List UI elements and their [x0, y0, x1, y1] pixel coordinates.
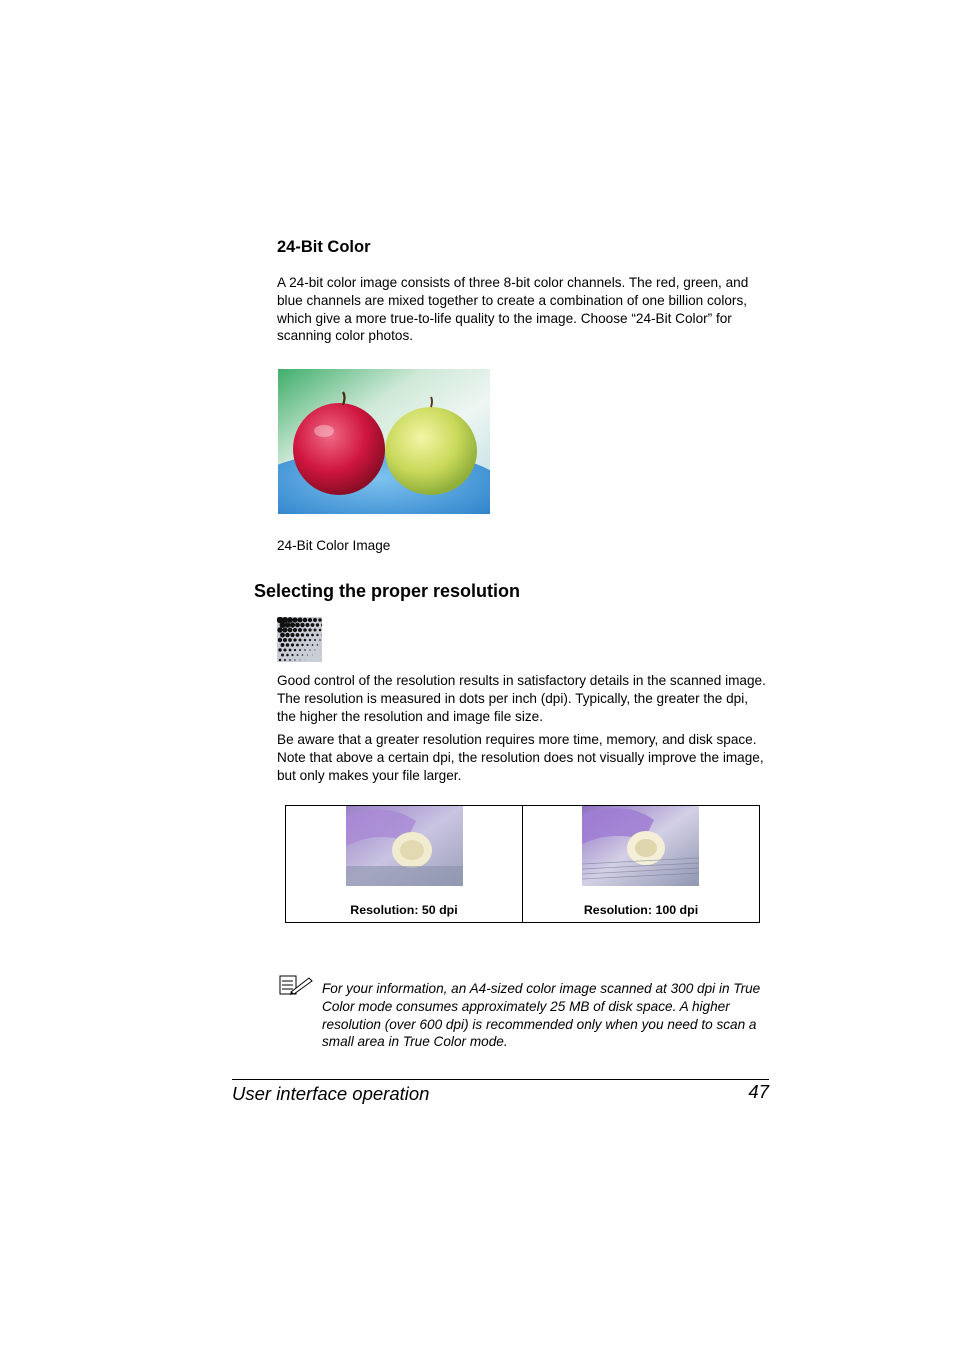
page-number: 47: [748, 1081, 769, 1102]
resolution-label-100: Resolution: 100 dpi: [583, 903, 699, 917]
note-pen-icon: [279, 975, 313, 995]
footer-title: User interface operation: [232, 1083, 430, 1104]
resolution-label-50: Resolution: 50 dpi: [350, 903, 458, 917]
section-heading-24bit: 24-Bit Color: [277, 238, 371, 256]
rose-image-100dpi: [582, 806, 699, 886]
apples-photo: [278, 369, 490, 514]
halftone-icon: [277, 617, 322, 662]
resolution-cell-100: [523, 806, 760, 923]
resolution-comparison-table: [285, 805, 760, 923]
resolution-cell-50: [286, 806, 523, 923]
rose-image-50dpi: [346, 806, 463, 886]
paragraph-24bit: A 24-bit color image consists of three 8-bit color channels. The red, green, and blue channels are mixed together to create a combination of one billion colors, which give a more true-to-life quality to the image. Choose “24-Bit Color” for scanning color photos.: [277, 275, 749, 344]
paragraph-resolution-1: Good control of the resolution results in satisfactory details in the scanned image. The resolution is measured in dots per inch (dpi). Typically, the greater the dpi, the higher the resolution and image file size.: [277, 673, 766, 724]
section-heading-resolution: Selecting the proper resolution: [254, 581, 521, 601]
footer-rule: [232, 1079, 769, 1080]
figure-caption: 24-Bit Color Image: [277, 538, 391, 553]
paragraph-resolution-2: Be aware that a greater resolution requires more time, memory, and disk space. Note that above a certain dpi, the resolution does not visually improve the image, but only makes your file larger.: [277, 732, 764, 783]
note-text: For your information, an A4-sized color image scanned at 300 dpi in True Color mode consumes approximately 25 MB of disk space. A higher resolution (over 600 dpi) is recommended only when you need to scan a small area in True Color mode.: [322, 981, 761, 1050]
